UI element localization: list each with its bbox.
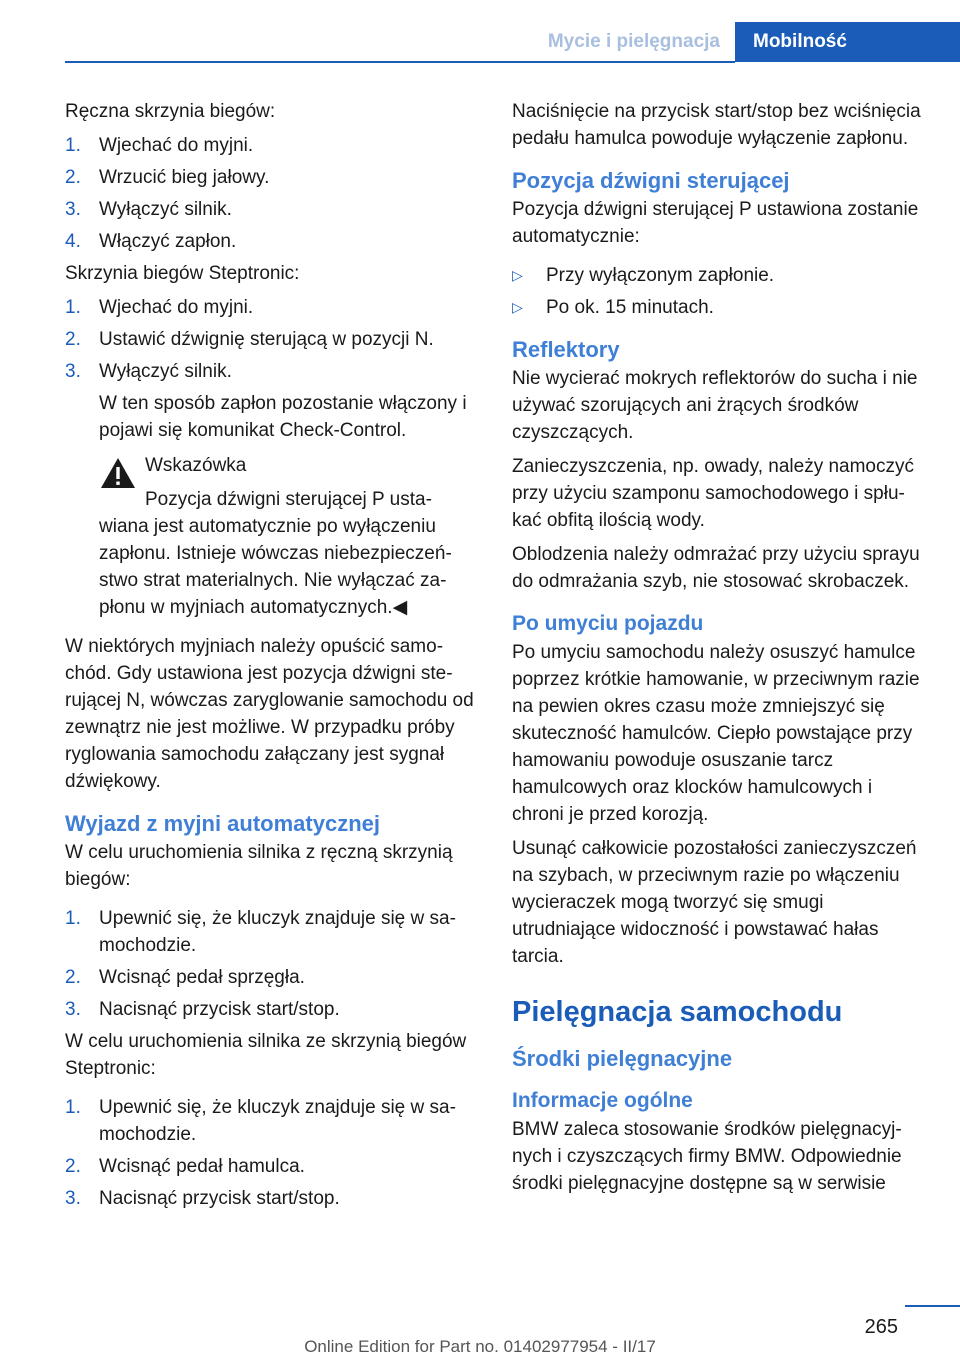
exit-auto-intro: W celu uruchomienia silnika ze skrzynią biegów Steptronic: bbox=[65, 1031, 467, 1079]
manual-intro: Ręczna skrzynia biegów: bbox=[65, 101, 276, 122]
warning-triangle-icon bbox=[99, 452, 145, 513]
list-item: 2. Wcisnąć pedał hamulca. bbox=[65, 1156, 305, 1177]
list-item: 1. Upewnić się, że kluczyk znajduje się w samochodzie. bbox=[65, 908, 456, 956]
triangle-bullet-icon: ▷ bbox=[512, 267, 523, 283]
exit-manual-intro: W celu uruchomienia silnika z ręczną skrzynią biegów: bbox=[65, 842, 453, 890]
lights-p1: Nie wycierać mokrych reflektorów do sucha i nie używać szorujących ani żrących środków czyszczących. bbox=[512, 368, 918, 443]
list-item: 3. Nacisnąć przycisk start/stop. bbox=[65, 999, 340, 1020]
page-number: 265 bbox=[864, 1316, 898, 1338]
section-tab: Mycie i pielęgnacja bbox=[547, 31, 720, 52]
edition-footer: Online Edition for Part no. 01402977954 - II/17 bbox=[304, 1337, 656, 1356]
after-p1: Po umyciu samochodu należy osuszyć hamulce poprzez krótkie hamowanie, w przeciwnym razie na pewien okres czasu może zmniejszyć się skuteczność hamulców. Ciepło powstające przy hamowaniu powoduje osuszanie tarcz hamulcowych oraz klocków hamulcowych i chroni je przed korozją. bbox=[512, 642, 920, 825]
list-item: 2. Ustawić dźwignię sterującą w pozycji N. bbox=[65, 329, 434, 350]
manual-steps bbox=[65, 132, 475, 255]
para-start: Naciśnięcie na przycisk start/stop bez wciśnięcia pedału hamulca powoduje wyłączenie zapłonu. bbox=[512, 101, 921, 149]
steptronic-note: W ten sposób zapłon pozostanie włączony i pojawi się komunikat Check-Control. bbox=[99, 393, 467, 441]
list-item: 1. Upewnić się, że kluczyk znajduje się w samochodzie. bbox=[65, 1097, 456, 1145]
exit-auto-steps bbox=[65, 1094, 475, 1212]
heading-lever: Pozycja dźwigni sterującej bbox=[512, 168, 790, 193]
list-item: 2. Wrzucić bieg jałowy. bbox=[65, 167, 270, 188]
warning-text-b: wiana jest automatycznie po wyłączeniu zapłonu. Istnieje wówczas niebezpieczeństwo strat materialnych. Nie wyłączać zapłonu w myjniach automatycznych.◀ bbox=[99, 516, 452, 618]
heading-lights: Reflektory bbox=[512, 337, 620, 362]
list-item: 3. Nacisnąć przycisk start/stop. bbox=[65, 1188, 340, 1209]
lever-bullets bbox=[512, 262, 927, 321]
warning-title: Wskazówka bbox=[145, 455, 247, 476]
header-rule bbox=[65, 61, 735, 63]
list-item: 4. Włączyć zapłon. bbox=[65, 231, 237, 252]
steptronic-intro: Skrzynia biegów Steptronic: bbox=[65, 263, 300, 284]
list-item: 1. Wjechać do myjni. bbox=[65, 135, 254, 156]
warning-box bbox=[99, 452, 475, 513]
heading-general: Informacje ogólne bbox=[512, 1089, 693, 1112]
exit-manual-steps bbox=[65, 905, 475, 1023]
after-p2: Usunąć całkowicie pozostałości zanieczyszczeń na szybach, w przeciwnym razie po włączeniu wycieraczek mogą tworzyć się smugi utrudniające widoczność i powstawać hałas tarcia. bbox=[512, 838, 917, 967]
lever-intro: Pozycja dźwigni sterującej P ustawiona zostanie automatycznie: bbox=[512, 199, 919, 247]
heading-after: Po umyciu pojazdu bbox=[512, 612, 704, 635]
right-column bbox=[512, 98, 927, 1204]
footer-rule bbox=[905, 1305, 960, 1307]
list-item: 2. Wcisnąć pedał sprzęgła. bbox=[65, 967, 305, 988]
list-item: ▷ Przy wyłączonym zapłonie. bbox=[512, 262, 927, 289]
list-item: 1. Wjechać do myjni. bbox=[65, 297, 254, 318]
list-item: ▷ Po ok. 15 minutach. bbox=[512, 294, 927, 321]
lights-p2: Zanieczyszczenia, np. owady, należy namoczyć przy użyciu szamponu samochodowego i spłukać obfitą ilością wody. bbox=[512, 456, 914, 531]
para-lock: W niektórych myjniach należy opuścić samochód. Gdy ustawiona jest pozycja dźwigni sterującej N, wówczas zaryglowanie samochodu od zewnątrz nie jest możliwe. W przypadku próby ryglowania samochodu załączany jest sygnał dźwiękowy. bbox=[65, 636, 474, 792]
left-column bbox=[65, 98, 475, 1217]
heading-care: Pielęgnacja samochodu bbox=[512, 996, 843, 1028]
steptronic-steps bbox=[65, 294, 475, 385]
page-header bbox=[0, 22, 960, 62]
heading-exit: Wyjazd z myjni automatycznej bbox=[65, 811, 381, 836]
lights-p3: Oblodzenia należy odmrażać przy użyciu sprayu do odmrażania szyb, nie stosować skrobaczek. bbox=[512, 544, 920, 592]
warning-text-a: Pozycja dźwigni sterującej P usta- bbox=[145, 489, 432, 510]
list-item: 3. Wyłączyć silnik. bbox=[65, 199, 232, 220]
chapter-tab: Mobilność bbox=[735, 22, 960, 62]
triangle-bullet-icon: ▷ bbox=[512, 299, 523, 315]
general-p: BMW zaleca stosowanie środków pielęgnacyjnych i czyszczących firmy BMW. Odpowiednie środki pielęgnacyjne dostępne są w serwisie bbox=[512, 1119, 902, 1194]
list-item: 3. Wyłączyć silnik. bbox=[65, 361, 232, 382]
heading-products: Środki pielęgnacyjne bbox=[512, 1046, 733, 1071]
